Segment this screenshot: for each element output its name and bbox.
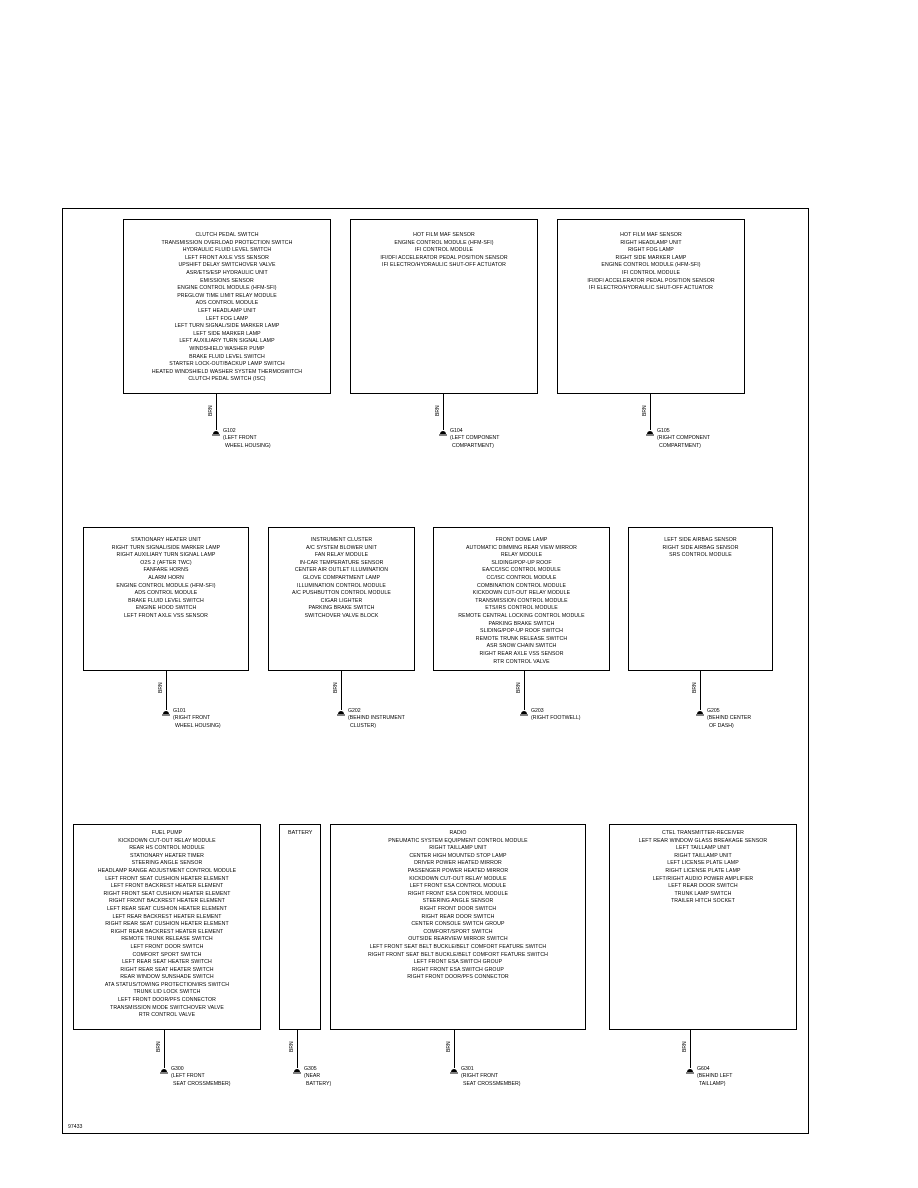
component-label: ATA STATUS/TOWING PROTECTION/IRS SWITCH [104,981,230,988]
component-label: STARTER LOCK-OUT/BACKUP LAMP SWITCH [169,361,285,368]
component-label: RIGHT REAR DOOR SWITCH [421,913,495,920]
component-label: IFI CONTROL MODULE [621,269,681,276]
component-label: IFI ELECTRO/HYDRAULIC SHUT-OFF ACTUATOR [589,285,713,292]
ground-location: (BEHIND INSTRUMENT [348,715,405,722]
ground-id: G305 [304,1066,317,1072]
component-box-g305 [279,824,321,1030]
ground-wire [443,394,444,430]
component-label: LEFT REAR WINDOW GLASS BREAKAGE SENSOR [638,837,768,844]
component-label: RIGHT REAR AXLE VSS SENSOR [479,650,564,657]
component-label: LEFT FRONT DOOR SWITCH [130,943,204,950]
ground-id: G101 [173,708,186,714]
component-label: LEFT FRONT SEAT BELT BUCKLE/BELT COMFORT FEATURE SWITCH [369,943,547,950]
component-label: CLUTCH PEDAL SWITCH (ISC) [188,376,266,383]
ground-id: G202 [348,708,361,714]
component-label: CIGAR LIGHTER [320,597,363,604]
component-label: LEFT TURN SIGNAL/SIDE MARKER LAMP [174,323,280,330]
ground-wire [650,394,651,430]
component-label: STEERING ANGLE SENSOR [131,860,203,867]
component-box-g101 [83,527,249,671]
ground-point-label [304,1066,331,1088]
component-label: DRIVER POWER HEATED MIRROR [414,860,502,867]
component-label: KICKDOWN CUT-OUT RELAY MODULE [409,875,507,882]
component-label: LEFT FOG LAMP [205,315,249,322]
ground-location: WHEEL HOUSING) [175,722,221,729]
component-label: LEFT SIDE AIRBAG SENSOR [664,537,737,543]
ground-location: WHEEL HOUSING) [225,442,271,449]
component-label: RIGHT FRONT SEAT BELT BUCKLE/BELT COMFORT FEATURE SWITCH [367,951,549,958]
ground-symbol-icon [212,429,220,436]
ground-location: (RIGHT FRONT [173,715,211,722]
ground-id: G604 [697,1066,710,1072]
ground-symbol-icon [646,429,654,436]
ground-id: G300 [171,1066,184,1072]
component-label: RIGHT FRONT DOOR SWITCH [419,905,497,912]
component-label: IFI ELECTRO/HYDRAULIC SHUT-OFF ACTUATOR [382,262,506,269]
component-label: LEFT HEADLAMP UNIT [198,307,256,314]
component-label: STATIONARY HEATER UNIT [130,537,202,543]
component-label: RIGHT FRONT DOOR/PFS CONNECTOR [407,974,509,981]
component-label: PARKING BRAKE SWITCH [488,620,555,627]
component-label: TRUNK LAMP SWITCH [674,890,732,897]
ground-point-label [348,708,405,730]
component-label: RIGHT FRONT ESA SWITCH GROUP [412,966,504,973]
wire-color-label: BRN [333,682,339,693]
component-label: IFI/DFI ACCELERATOR PEDAL POSITION SENSOR [587,277,715,284]
component-label: EA/CC/ISC CONTROL MODULE [482,567,561,574]
ground-wire [164,1030,165,1068]
component-label: RIGHT REAR SEAT CUSHION HEATER ELEMENT [105,921,229,928]
component-label: RIGHT LICENSE PLATE LAMP [665,867,741,874]
component-label: SLIDING/POP-UP ROOF SWITCH [480,628,563,635]
component-box-g203 [433,527,610,671]
ground-id: G205 [707,708,720,714]
ground-symbol-icon [162,709,170,716]
component-label: TRANSMISSION MODE SWITCHOVER VALVE [110,1004,224,1011]
ground-point-label [531,708,580,723]
component-label: WINDSHIELD WASHER PUMP [189,345,265,352]
component-label: RIGHT FRONT ESA CONTROL MODULE [407,890,509,897]
ground-location: OF DASH) [709,722,734,729]
component-label: RADIO [449,830,467,836]
component-label: FANFARE HORNS [143,567,189,574]
component-label: ADS CONTROL MODULE [195,300,259,307]
component-label: SLIDING/POP-UP ROOF [491,559,552,566]
component-label: LEFT FRONT AXLE VSS SENSOR [185,254,269,261]
wire-color-label: BRN [208,405,214,416]
component-box-g202 [268,527,415,671]
component-box-title: BATTERY [288,830,313,836]
component-label: ALARM HORN [148,574,184,581]
component-label: RIGHT FRONT BACKREST HEATER ELEMENT [108,898,226,905]
ground-symbol-icon [293,1067,301,1074]
component-label: LEFT FRONT BACKREST HEATER ELEMENT [110,883,224,890]
component-label: ADS CONTROL MODULE [134,590,198,597]
component-label: LEFT REAR BACKREST HEATER ELEMENT [112,913,222,920]
component-label: LEFT REAR SEAT HEATER SWITCH [122,959,212,966]
component-label: LEFT REAR DOOR SWITCH [668,883,738,890]
component-label: PNEUMATIC SYSTEM EQUIPMENT CONTROL MODULE [388,837,528,844]
component-label: FUEL PUMP [151,830,183,836]
component-label: LEFT SIDE MARKER LAMP [193,330,261,337]
component-label: ENGINE CONTROL MODULE (HFM-SFI) [394,239,494,246]
component-label: STATIONARY HEATER TIMER [129,852,205,859]
component-label: CENTER AIR OUTLET ILLUMINATION [294,567,389,574]
ground-location: COMPARTMENT) [452,442,494,449]
ground-wire [216,394,217,430]
wire-color-label: BRN [158,682,164,693]
ground-symbol-icon [686,1067,694,1074]
component-label: LEFT FRONT DOOR/PFS CONNECTOR [117,997,216,1004]
ground-location: (BEHIND LEFT [697,1073,733,1080]
ground-location: COMPARTMENT) [659,442,701,449]
component-box-g105 [557,219,745,394]
component-label: EMISSIONS SENSOR [200,277,254,284]
component-label: IFI/DFI ACCELERATOR PEDAL POSITION SENSOR [380,254,508,261]
component-label: TRAILER HITCH SOCKET [671,898,735,905]
component-label: LEFT/RIGHT AUDIO POWER AMPLIFIER [652,875,754,882]
component-label: RIGHT HEADLAMP UNIT [620,239,682,246]
component-box-g300 [73,824,261,1030]
component-label: GLOVE COMPARTMENT LAMP [302,574,381,581]
ground-wire [690,1030,691,1068]
wire-color-label: BRN [289,1041,295,1052]
component-label: RIGHT TURN SIGNAL/SIDE MARKER LAMP [111,544,221,551]
ground-id: G203 [531,708,544,714]
wire-color-label: BRN [692,682,698,693]
component-label: COMFORT SPORT SWITCH [132,951,202,958]
component-label: PASSENGER POWER HEATED MIRROR [407,867,509,874]
ground-point-label [707,708,751,730]
component-label: ASR/ETS/ESP HYDRAULIC UNIT [186,269,268,276]
component-box-g205 [628,527,773,671]
ground-point-label [461,1066,520,1088]
component-label: HOT FILM MAF SENSOR [413,232,475,238]
component-label: KICKDOWN CUT-OUT RELAY MODULE [472,590,571,597]
component-label: RTR CONTROL VALVE [493,658,550,665]
component-label: RELAY MODULE [500,552,543,559]
component-box-g604 [609,824,797,1030]
component-label: BRAKE FLUID LEVEL SWITCH [189,353,265,360]
wire-color-label: BRN [642,405,648,416]
component-label: REMOTE TRUNK RELEASE SWITCH [121,936,213,943]
ground-id: G102 [223,428,236,434]
component-label: SRS CONTROL MODULE [669,552,732,559]
component-label: IFI CONTROL MODULE [414,247,474,254]
component-label: RIGHT TAILLAMP UNIT [429,845,487,852]
component-label: INSTRUMENT CLUSTER [310,537,373,543]
wire-color-label: BRN [156,1041,162,1052]
component-label: HEATED WINDSHIELD WASHER SYSTEM THERMOSWITCH [151,368,303,375]
component-label: BRAKE FLUID LEVEL SWITCH [128,597,204,604]
component-label: REMOTE TRUNK RELEASE SWITCH [475,635,568,642]
component-label: LEFT FRONT ESA CONTROL MODULE [409,883,507,890]
component-label: RIGHT FOG LAMP [628,247,674,254]
ground-point-label [450,428,499,450]
ground-symbol-icon [520,709,528,716]
ground-symbol-icon [439,429,447,436]
component-label: OUTSIDE REARVIEW MIRROR SWITCH [408,936,508,943]
ground-location: (LEFT COMPONENT [450,435,500,442]
ground-location: TAILLAMP) [699,1080,726,1087]
ground-wire [454,1030,455,1068]
component-label: CTEL TRANSMITTER-RECEIVER [661,830,745,836]
ground-location: (RIGHT COMPONENT [657,435,710,442]
wire-color-label: BRN [446,1041,452,1052]
component-label: CC/ISC CONTROL MODULE [486,574,557,581]
component-label: ENGINE CONTROL MODULE (HFM-SFI) [177,285,277,292]
ground-location: BATTERY) [306,1080,332,1087]
ground-wire [524,671,525,710]
component-label: LEFT FRONT SEAT CUSHION HEATER ELEMENT [105,875,229,882]
ground-id: G301 [461,1066,474,1072]
ground-wire [341,671,342,710]
ground-location: CLUSTER) [350,722,376,729]
ground-point-label [223,428,271,450]
component-label: IN-CAR TEMPERATURE SENSOR [299,559,384,566]
figure-code: 97433 [68,1124,83,1130]
component-label: HYDRAULIC FLUID LEVEL SWITCH [182,247,272,254]
component-label: ILLUMINATION CONTROL MODULE [297,582,386,589]
component-label: LEFT TAILLAMP UNIT [676,845,730,852]
component-label: PARKING BRAKE SWITCH [308,605,375,612]
component-label: LEFT FRONT AXLE VSS SENSOR [124,612,208,619]
ground-id: G105 [657,428,670,434]
component-label: A/C PUSHBUTTON CONTROL MODULE [292,590,391,597]
component-box-g102 [123,219,331,394]
ground-location: (RIGHT FOOTWELL) [531,715,581,722]
component-label: CENTER CONSOLE SWITCH GROUP [411,921,505,928]
component-label: REAR HS CONTROL MODULE [129,845,205,852]
component-label: SWITCHOVER VALVE BLOCK [304,612,379,619]
component-label: RTR CONTROL VALVE [138,1012,196,1019]
component-label: LEFT AUXILIARY TURN SIGNAL LAMP [179,338,275,345]
component-label: LEFT LICENSE PLATE LAMP [667,860,739,867]
component-label: FRONT DOME LAMP [495,537,548,543]
component-label: TRANSMISSION CONTROL MODULE [475,597,568,604]
component-label: O2S 2 (AFTER TWC) [140,559,192,566]
ground-symbol-icon [450,1067,458,1074]
component-label: FAN RELAY MODULE [314,552,369,559]
ground-location: SEAT CROSSMEMBER) [173,1080,231,1087]
component-label: TRANSMISSION OVERLOAD PROTECTION SWITCH [161,239,293,246]
ground-location: (LEFT FRONT [223,435,257,442]
component-label: LEFT REAR SEAT CUSHION HEATER ELEMENT [106,905,228,912]
component-label: ENGINE HOOD SWITCH [135,605,197,612]
component-label: ENGINE CONTROL MODULE (HFM-SFI) [601,262,701,269]
component-label: ASR SNOW CHAIN SWITCH [486,643,557,650]
component-label: CENTER HIGH MOUNTED STOP LAMP [409,852,507,859]
ground-symbol-icon [160,1067,168,1074]
ground-point-label [173,708,221,730]
component-label: CLUTCH PEDAL SWITCH [195,232,259,238]
ground-wire [166,671,167,710]
ground-point-label [657,428,710,450]
ground-point-label [697,1066,732,1088]
component-label: RIGHT TAILLAMP UNIT [674,852,732,859]
ground-wire [297,1030,298,1068]
ground-wire [700,671,701,710]
ground-symbol-icon [337,709,345,716]
component-label: TRUNK LID LOCK SWITCH [133,989,201,996]
wire-color-label: BRN [682,1041,688,1052]
component-label: UPSHIFT DELAY SWITCHOVER VALVE [178,262,276,269]
ground-id: G104 [450,428,463,434]
component-label: COMBINATION CONTROL MODULE [476,582,567,589]
component-label: REAR WINDOW SUNSHADE SWITCH [120,974,214,981]
component-label: ETS/IRS CONTROL MODULE [485,605,558,612]
component-label: HEADLAMP RANGE ADJUSTMENT CONTROL MODULE [97,867,237,874]
component-label: PREGLOW TIME LIMIT RELAY MODULE [177,292,277,299]
component-label: KICKDOWN CUT-OUT RELAY MODULE [118,837,216,844]
ground-location: (BEHIND CENTER [707,715,752,722]
wire-color-label: BRN [516,682,522,693]
component-label: REMOTE CENTRAL LOCKING CONTROL MODULE [458,612,585,619]
ground-location: (NEAR [304,1073,321,1080]
component-label: HOT FILM MAF SENSOR [620,232,682,238]
component-label: AUTOMATIC DIMMING REAR VIEW MIRROR [466,544,577,551]
ground-location: (LEFT FRONT [171,1073,205,1080]
ground-location: SEAT CROSSMEMBER) [463,1080,521,1087]
component-box-g301 [330,824,586,1030]
component-label: A/C SYSTEM BLOWER UNIT [305,544,378,551]
component-label: STEERING ANGLE SENSOR [422,898,494,905]
component-label: RIGHT REAR BACKREST HEATER ELEMENT [110,928,224,935]
component-label: RIGHT AUXILIARY TURN SIGNAL LAMP [116,552,216,559]
component-label: RIGHT SIDE AIRBAG SENSOR [662,544,739,551]
ground-point-label [171,1066,230,1088]
component-label: ENGINE CONTROL MODULE (HFM-SFI) [116,582,216,589]
component-label: LEFT FRONT ESA SWITCH GROUP [413,959,503,966]
component-box-g104 [350,219,538,394]
component-label: RIGHT SIDE MARKER LAMP [615,254,687,261]
component-label: COMFORT/SPORT SWITCH [423,928,493,935]
ground-symbol-icon [696,709,704,716]
component-label: RIGHT FRONT SEAT CUSHION HEATER ELEMENT [103,890,231,897]
component-label: RIGHT REAR SEAT HEATER SWITCH [120,966,214,973]
ground-location: (RIGHT FRONT [461,1073,499,1080]
wire-color-label: BRN [435,405,441,416]
